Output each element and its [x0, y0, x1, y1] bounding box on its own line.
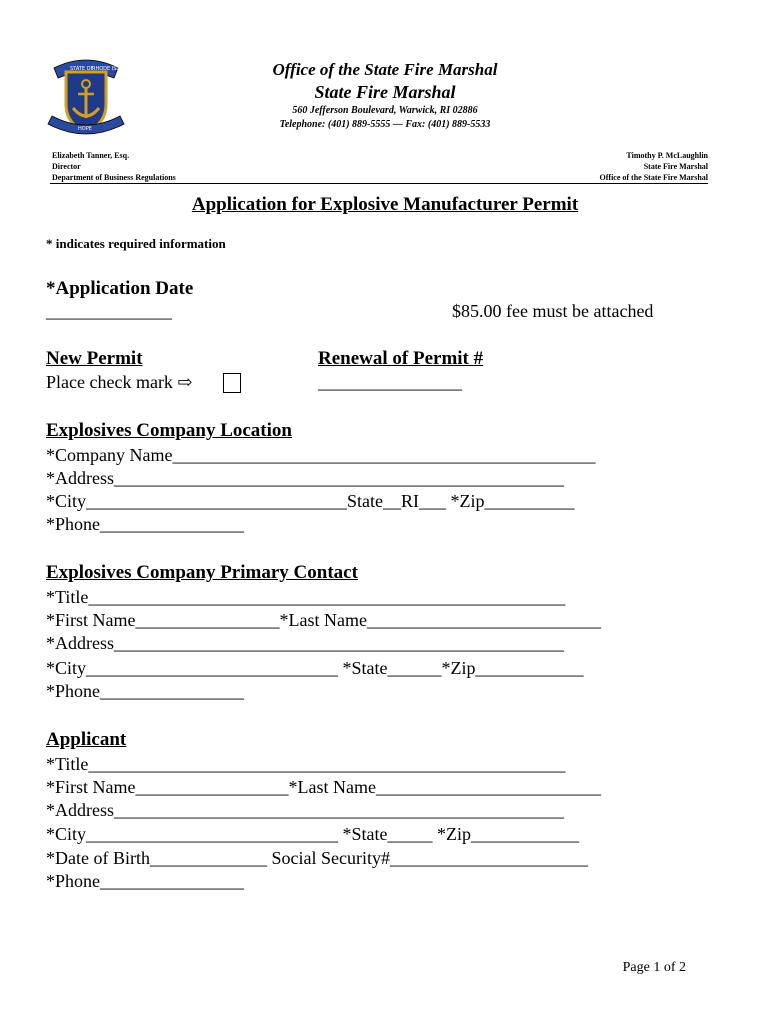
contact-phone-field[interactable]: *Phone________________ — [46, 681, 244, 701]
fee-note: $85.00 fee must be attached — [452, 301, 654, 321]
contact-heading: Explosives Company Primary Contact — [46, 562, 358, 583]
check-mark-instruction: Place check mark ⇨ — [46, 372, 193, 392]
contact-title-field[interactable]: *Title_____________________________________________________ — [46, 587, 566, 607]
new-permit-checkbox[interactable] — [223, 373, 241, 393]
new-permit-label: New Permit — [46, 348, 143, 369]
renewal-label: Renewal of Permit # — [318, 348, 484, 369]
document-title: Application for Explosive Manufacturer Permit — [191, 194, 579, 215]
company-address-field[interactable]: *Address__________________________________________________ — [46, 468, 564, 488]
office-title: Office of the State Fire Marshal — [272, 60, 498, 79]
director-department: Department of Business Regulations — [52, 173, 176, 182]
location-heading: Explosives Company Location — [46, 420, 292, 441]
office-telephone: Telephone: (401) 889-5555 — Fax: (401) 889-5533 — [279, 119, 491, 130]
contact-address-field[interactable]: *Address__________________________________________________ — [46, 633, 564, 653]
applicant-city-state-zip-field[interactable]: *City____________________________ *State_____ *Zip____________ — [46, 824, 579, 844]
applicant-title-field[interactable]: *Title_____________________________________________________ — [46, 754, 566, 774]
contact-name-field[interactable]: *First Name________________*Last Name__________________________ — [46, 610, 601, 630]
company-name-field[interactable]: *Company Name_______________________________________________ — [46, 445, 596, 465]
seal-text-bottom: HOPE — [78, 126, 92, 132]
seal-text-right: RHODE ISLAND — [92, 66, 131, 72]
office-address: 560 Jefferson Boulevard, Warwick, RI 02886 — [292, 105, 478, 116]
marshal-office: Office of the State Fire Marshal — [599, 173, 708, 182]
marshal-block — [600, 150, 708, 183]
application-date-field[interactable]: ______________ — [46, 301, 172, 321]
director-title: Director — [52, 162, 81, 171]
page-number: Page 1 of 2 — [622, 960, 686, 975]
marshal-name: Timothy P. McLaughlin — [626, 151, 708, 160]
applicant-address-field[interactable]: *Address__________________________________________________ — [46, 800, 564, 820]
application-date-label: *Application Date — [46, 278, 194, 299]
marshal-title: State Fire Marshal — [643, 162, 708, 171]
director-name: Elizabeth Tanner, Esq. — [52, 151, 130, 160]
applicant-name-field[interactable]: *First Name_________________*Last Name_________________________ — [46, 777, 601, 797]
applicant-heading: Applicant — [46, 729, 127, 750]
office-subtitle: State Fire Marshal — [314, 82, 456, 102]
applicant-phone-field[interactable]: *Phone________________ — [46, 871, 244, 891]
seal-text-left: STATE OF — [70, 66, 94, 72]
contact-city-state-zip-field[interactable]: *City____________________________ *State______*Zip____________ — [46, 658, 584, 678]
applicant-dob-ssn-field[interactable]: *Date of Birth_____________ Social Security#______________________ — [46, 848, 588, 868]
company-city-state-zip-field[interactable]: *City_____________________________State__RI___ *Zip__________ — [46, 491, 575, 511]
header-divider — [50, 183, 708, 184]
director-block — [52, 150, 176, 183]
required-note: * indicates required information — [46, 236, 226, 251]
company-phone-field[interactable]: *Phone________________ — [46, 514, 244, 534]
renewal-number-field[interactable]: ________________ — [318, 372, 462, 392]
